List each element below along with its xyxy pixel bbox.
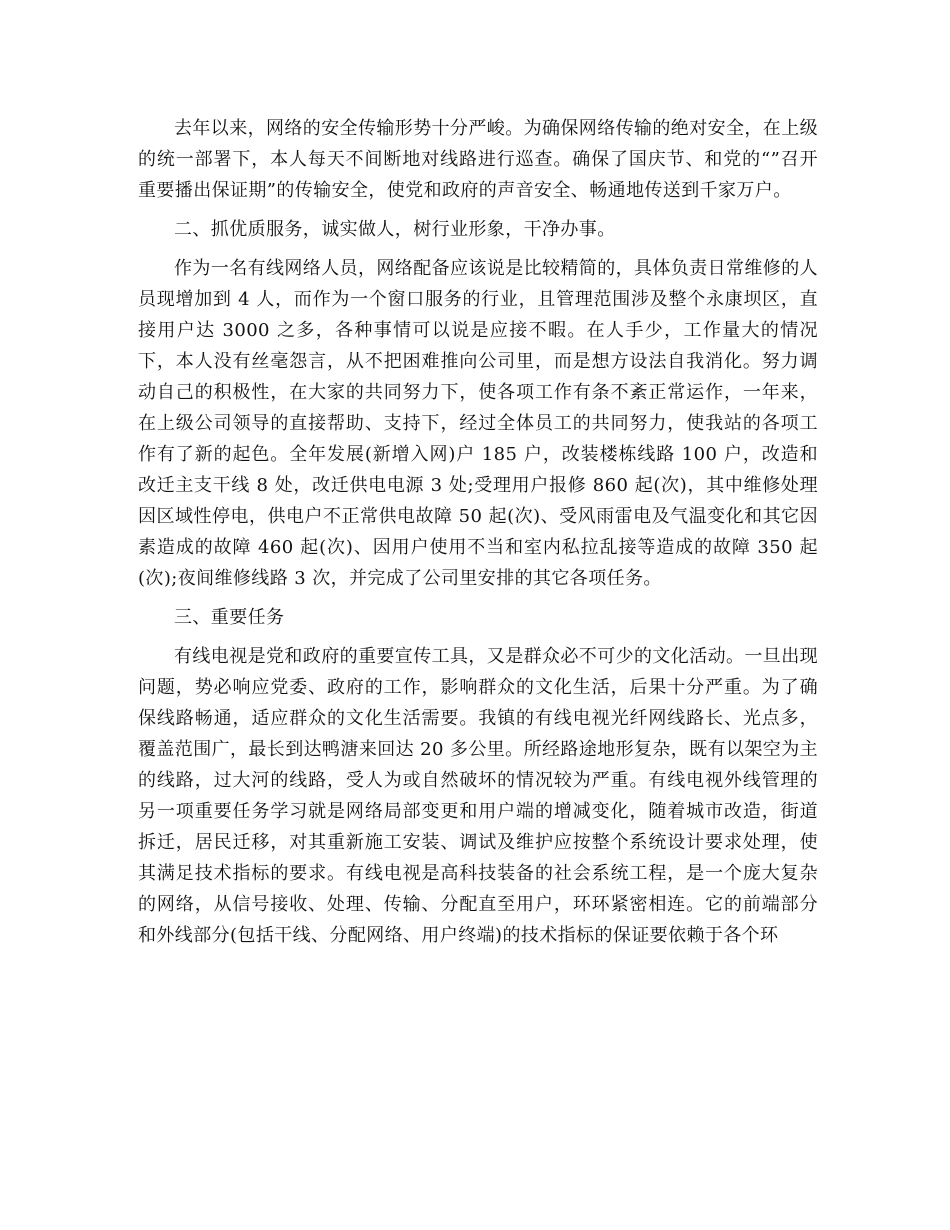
paragraph-intro: 去年以来，网络的安全传输形势十分严峻。为确保网络传输的绝对安全，在上级的统一部署下，本人每天不间断地对线路进行巡查。确保了国庆节、和党的“”召开重要播出保证期”的传输安全，使党和政府的声音安全、畅通地传送到千家万户。 <box>138 118 818 201</box>
document-body <box>138 113 818 959</box>
paragraph-tasks: 有线电视是党和政府的重要宣传工具，又是群众必不可少的文化活动。一旦出现问题，势必响应党委、政府的工作，影响群众的文化生活，后果十分严重。为了确保线路畅通，适应群众的文化生活需要。我镇的有线电视光纤网线路长、光点多，覆盖范围广，最长到达鸭溏来回达 20 多公里。所经路途地形复杂，既有以架空为主的线路，过大河的线路，受人为或自然破坏的情况较为严重。有线电视外线管理的另一项重要任务学习就是网络局部变更和用户端的增减变化，随着城市改造，街道拆迁，居民迁移，对其重新施工安装、调试及维护应按整个系统设计要求处理，使其满足技术指标的要求。有线电视是高科技装备的社会系统工程，是一个庞大复杂的网络，从信号接收、处理、传输、分配直至用户，环环紧密相连。它的前端部分和外线部分(包括干线、分配网络、用户终端)的技术指标的保证要依赖于各个环 <box>138 646 818 946</box>
paragraph-service: 作为一名有线网络人员，网络配备应该说是比较精简的，具体负责日常维修的人员现增加到 4 人，而作为一个窗口服务的行业，且管理范围涉及整个永康坝区，直接用户达 3000 之多，各种事情可以说是应接不暇。在人手少，工作量大的情况下，本人没有丝毫怨言，从不把困难推向公司里，而是想方设法自我消化。努力调动自己的积极性，在大家的共同努力下，使各项工作有条不紊正常运作，一年来，在上级公司领导的直接帮助、支持下，经过全体员工的共同努力，使我站的各项工作有了新的起色。全年发展(新增入网)户 185 户，改装楼栋线路 100 户，改造和改迁主支干线 8 处，改迁供电电源 3 处;受理用户报修 860 起(次)，其中维修处理因区域性停电，供电户不正常供电故障 50 起(次)、受风雨雷电及气温变化和其它因素造成的故障 460 起(次)、因用户使用不当和室内私拉乱接等造成的故障 350 起(次);夜间维修线路 3 次，并完成了公司里安排的其它各项任务。 <box>138 258 818 589</box>
section-heading-tasks: 三、重要任务 <box>174 607 285 628</box>
section-heading-service: 二、抓优质服务，诚实做人，树行业形象，干净办事。 <box>174 219 616 240</box>
